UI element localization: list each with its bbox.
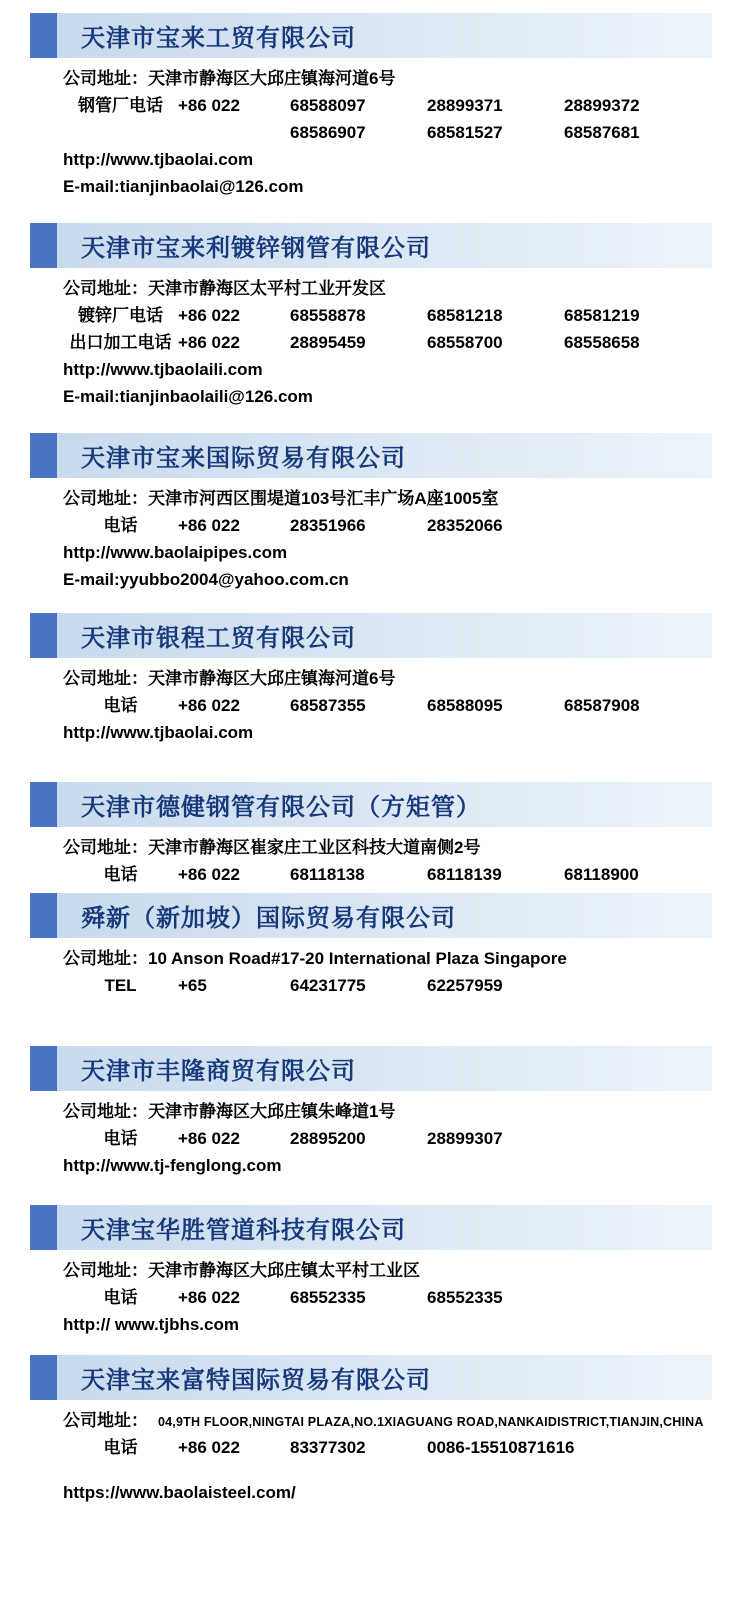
phone-country-code: +86 022 <box>178 96 240 115</box>
address-value: 天津市静海区太平村工业开发区 <box>148 279 386 298</box>
phone-row <box>63 1125 712 1152</box>
phone-row <box>63 1284 712 1311</box>
phone-country-code: +86 022 <box>178 1438 240 1457</box>
phone-number: 64231775 <box>290 976 366 995</box>
company-section <box>30 893 712 999</box>
company-details <box>30 945 712 999</box>
phone-label: 电话 <box>103 1288 138 1307</box>
phone-label: 电话 <box>103 516 138 535</box>
phone-row <box>63 92 712 119</box>
phone-number: 68581219 <box>564 306 640 325</box>
phone-country-code: +86 022 <box>178 516 240 535</box>
phone-number: 68588095 <box>427 696 503 715</box>
company-website: http://www.baolaipipes.com <box>63 543 288 562</box>
company-details <box>30 1098 712 1179</box>
company-address-row <box>63 665 712 692</box>
company-address-row <box>63 945 712 972</box>
phone-number: 68118139 <box>427 865 502 884</box>
address-value: 天津市静海区崔家庄工业区科技大道南侧2号 <box>148 838 481 857</box>
company-header <box>30 223 712 268</box>
address-value: 天津市静海区大邱庄镇海河道6号 <box>148 669 396 688</box>
company-title: 天津市宝来利镀锌钢管有限公司 <box>81 235 431 262</box>
phone-country-code: +86 022 <box>178 306 240 325</box>
company-details <box>30 275 712 410</box>
company-header <box>30 13 712 58</box>
phone-number: 68587355 <box>290 696 366 715</box>
header-accent-square <box>30 1355 57 1400</box>
company-title: 天津市德健钢管有限公司（方矩管） <box>81 794 481 821</box>
phone-number: 28352066 <box>427 516 503 535</box>
company-address-row <box>63 834 712 861</box>
company-address-row <box>63 275 712 302</box>
company-section <box>30 1046 712 1179</box>
company-website: http:// www.tjbhs.com <box>63 1315 239 1334</box>
phone-label: 电话 <box>103 1438 138 1457</box>
phone-label: 钢管厂电话 <box>78 96 163 115</box>
address-label: 公司地址： <box>63 838 148 857</box>
company-website: http://www.tj-fenglong.com <box>63 1156 282 1175</box>
phone-number: 0086-15510871616 <box>427 1438 575 1457</box>
phone-label: 电话 <box>103 1129 138 1148</box>
phone-number: 28895459 <box>290 333 366 352</box>
address-value: 天津市静海区大邱庄镇朱峰道1号 <box>148 1102 396 1121</box>
company-section <box>30 613 712 746</box>
header-accent-square <box>30 223 57 268</box>
company-website: http://www.tjbaolai.com <box>63 150 254 169</box>
company-email: E-mail:tianjinbaolai@126.com <box>63 177 304 196</box>
company-section <box>30 13 712 200</box>
phone-number: 68552335 <box>427 1288 503 1307</box>
header-accent-square <box>30 782 57 827</box>
phone-number: 68558878 <box>290 306 366 325</box>
phone-row <box>63 692 712 719</box>
phone-number: 68558700 <box>427 333 503 352</box>
company-address-row <box>63 485 712 512</box>
phone-number: 68558658 <box>564 333 640 352</box>
phone-number: 28899372 <box>564 96 640 115</box>
company-details <box>30 485 712 593</box>
company-header <box>30 782 712 827</box>
phone-number: 28895200 <box>290 1129 366 1148</box>
company-email: E-mail:yyubbo2004@yahoo.com.cn <box>63 570 349 589</box>
phone-number: 28351966 <box>290 516 366 535</box>
phone-country-code: +86 022 <box>178 865 240 884</box>
phone-country-code: +86 022 <box>178 1288 240 1307</box>
phone-row <box>63 512 712 539</box>
address-label: 公司地址： <box>63 489 148 508</box>
company-header <box>30 893 712 938</box>
company-header <box>30 1205 712 1250</box>
phone-number: 68587681 <box>564 123 640 142</box>
phone-number: 68552335 <box>290 1288 366 1307</box>
company-header <box>30 433 712 478</box>
company-address-row <box>63 65 712 92</box>
company-details <box>30 65 712 200</box>
company-title: 天津宝来富特国际贸易有限公司 <box>81 1367 431 1394</box>
phone-label: 电话 <box>103 865 138 884</box>
company-title: 天津市银程工贸有限公司 <box>81 625 356 652</box>
company-section <box>30 1355 712 1506</box>
header-accent-square <box>30 1046 57 1091</box>
address-value: 天津市静海区大邱庄镇海河道6号 <box>148 69 396 88</box>
company-section <box>30 1205 712 1338</box>
phone-label: 出口加工电话 <box>69 333 172 352</box>
company-header <box>30 1046 712 1091</box>
phone-row <box>63 329 712 356</box>
address-value: 天津市静海区大邱庄镇太平村工业区 <box>148 1261 420 1280</box>
phone-country-code: +86 022 <box>178 333 240 352</box>
address-label: 公司地址： <box>63 949 148 968</box>
address-value: 天津市河西区围堤道103号汇丰广场A座1005室 <box>148 489 499 508</box>
phone-number: 62257959 <box>427 976 503 995</box>
phone-country-code: +86 022 <box>178 1129 240 1148</box>
company-details <box>30 1407 712 1506</box>
company-details <box>30 1257 712 1338</box>
company-title: 天津宝华胜管道科技有限公司 <box>81 1217 406 1244</box>
company-section <box>30 433 712 593</box>
address-label: 公司地址： <box>63 1261 148 1280</box>
header-accent-square <box>30 13 57 58</box>
phone-label: TEL <box>104 976 137 995</box>
address-label: 公司地址： <box>63 69 148 88</box>
company-details <box>30 834 712 888</box>
phone-number: 68586907 <box>290 123 366 142</box>
phone-row <box>63 861 712 888</box>
phone-label: 电话 <box>103 696 138 715</box>
company-email: E-mail:tianjinbaolaili@126.com <box>63 387 313 406</box>
company-section <box>30 782 712 888</box>
company-address-row <box>63 1257 712 1284</box>
phone-country-code: +65 <box>178 976 207 995</box>
phone-row <box>63 119 712 146</box>
company-header <box>30 613 712 658</box>
phone-country-code: +86 022 <box>178 696 240 715</box>
phone-number: 68587908 <box>564 696 640 715</box>
company-website: http://www.tjbaolai.com <box>63 723 254 742</box>
header-accent-square <box>30 893 57 938</box>
company-title: 天津市宝来国际贸易有限公司 <box>81 445 406 472</box>
phone-label: 镀锌厂电话 <box>78 306 163 325</box>
company-address-row <box>63 1098 712 1125</box>
phone-number: 68581218 <box>427 306 503 325</box>
phone-number: 83377302 <box>290 1438 366 1457</box>
company-website: http://www.tjbaolaili.com <box>63 360 263 379</box>
company-title: 天津市丰隆商贸有限公司 <box>81 1058 356 1085</box>
address-label: 公司地址： <box>63 1411 148 1430</box>
phone-row <box>63 972 712 999</box>
address-value: 04,9TH FLOOR,NINGTAI PLAZA,NO.1XIAGUANG ROAD,NANKAIDISTRICT,TIANJIN,CHINA <box>158 1415 704 1429</box>
address-label: 公司地址： <box>63 669 148 688</box>
header-accent-square <box>30 433 57 478</box>
phone-number: 28899307 <box>427 1129 503 1148</box>
phone-number: 68118138 <box>290 865 365 884</box>
company-address-row <box>63 1407 712 1434</box>
company-title: 天津市宝来工贸有限公司 <box>81 25 356 52</box>
header-accent-square <box>30 1205 57 1250</box>
address-label: 公司地址： <box>63 1102 148 1121</box>
phone-number: 68588097 <box>290 96 366 115</box>
address-value: 10 Anson Road#17-20 International Plaza Singapore <box>148 949 567 968</box>
phone-number: 28899371 <box>427 96 503 115</box>
phone-number: 68118900 <box>564 865 639 884</box>
phone-number: 68581527 <box>427 123 503 142</box>
company-list <box>30 13 712 1506</box>
phone-row <box>63 302 712 329</box>
company-website: https://www.baolaisteel.com/ <box>63 1483 296 1502</box>
company-section <box>30 223 712 410</box>
company-details <box>30 665 712 746</box>
address-label: 公司地址： <box>63 279 148 298</box>
company-title: 舜新（新加坡）国际贸易有限公司 <box>81 905 456 932</box>
header-accent-square <box>30 613 57 658</box>
phone-row <box>63 1434 712 1461</box>
company-header <box>30 1355 712 1400</box>
